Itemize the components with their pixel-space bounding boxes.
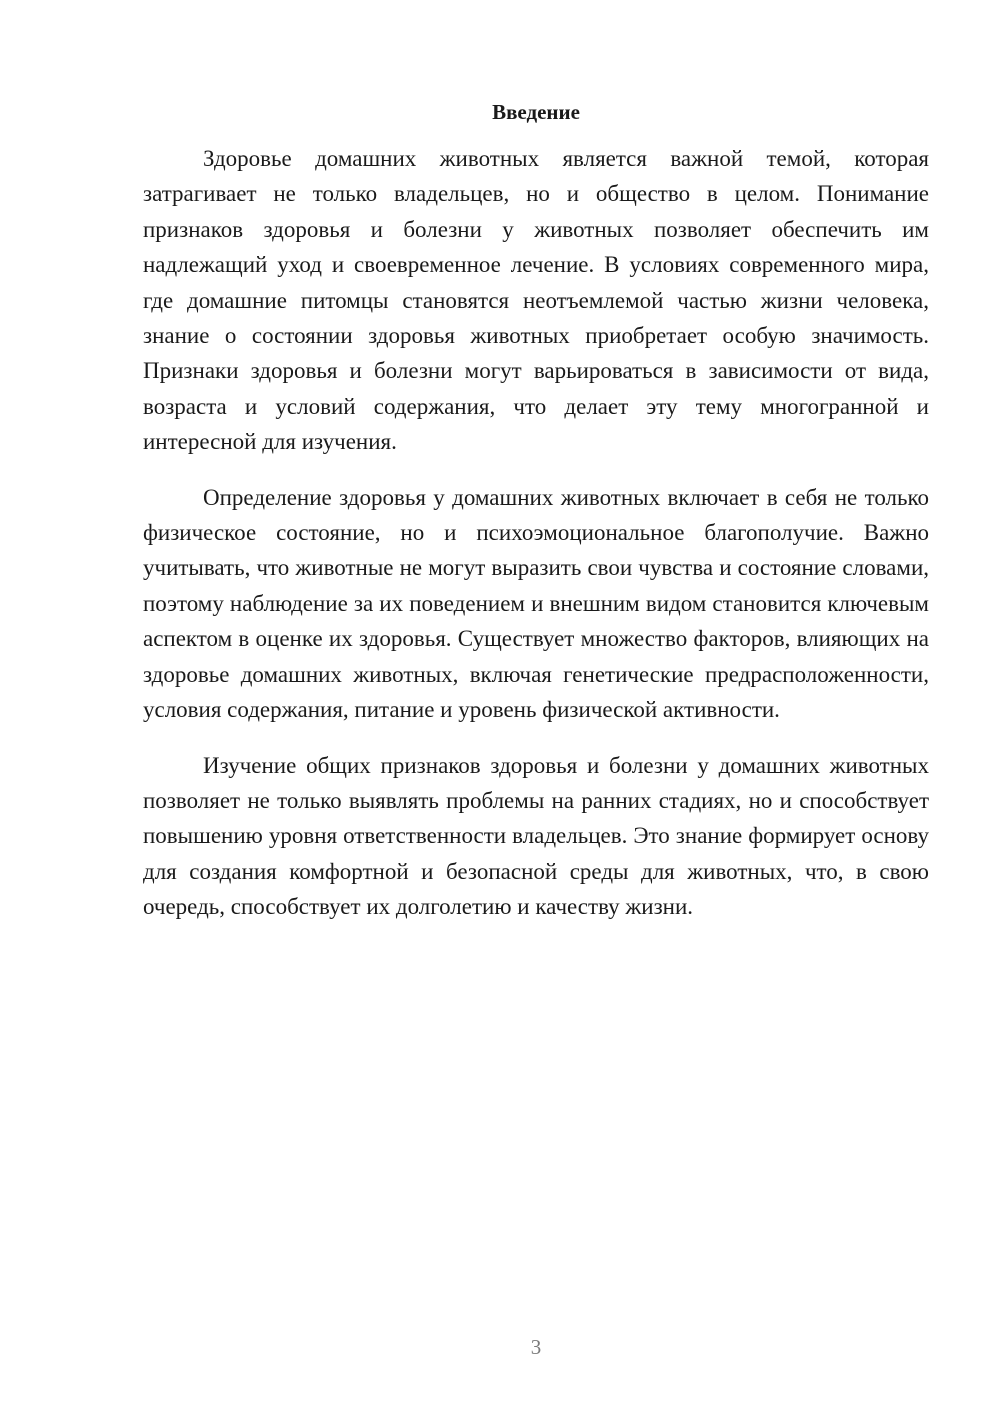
paragraph-1: Здоровье домашних животных является важной темой, которая затрагивает не только владельцев, но и общество в целом. Понимание признаков здоровья и болезни у животных позволяет обеспечить им надлежащий уход и своевременное лечение. В условиях современного мира, где домашние питомцы становятся неотъемлемой частью жизни человека, знание о состоянии здоровья животных приобретает особую значимость. Признаки здоровья и болезни могут варьироваться в зависимости от вида, возраста и условий содержания, что делает эту тему многогранной и интересной для изучения. [143,146,929,455]
paragraph-3: Изучение общих признаков здоровья и болезни у домашних животных позволяет не только выявлять проблемы на ранних стадиях, но и способствует повышению уровня ответственности владельцев. Это знание формирует основу для создания комфортной и безопасной среды для животных, что, в свою очередь, способствует их долголетию и качеству жизни. [143,752,929,920]
page-number: 3 [530,1335,542,1359]
body-text [143,141,929,945]
section-heading: Введение [492,100,580,124]
paragraph-2: Определение здоровья у домашних животных включает в себя не только физическое состояние, но и психоэмоциональное благополучие. Важно учитывать, что животные не могут выразить свои чувства и состояние словами, поэтому наблюдение за их поведением и внешним видом становится ключевым аспектом в оценке их здоровья. Существует множество факторов, влияющих на здоровье домашних животных, включая генетические предрасположенности, условия содержания, питание и уровень физической активности. [143,484,929,723]
